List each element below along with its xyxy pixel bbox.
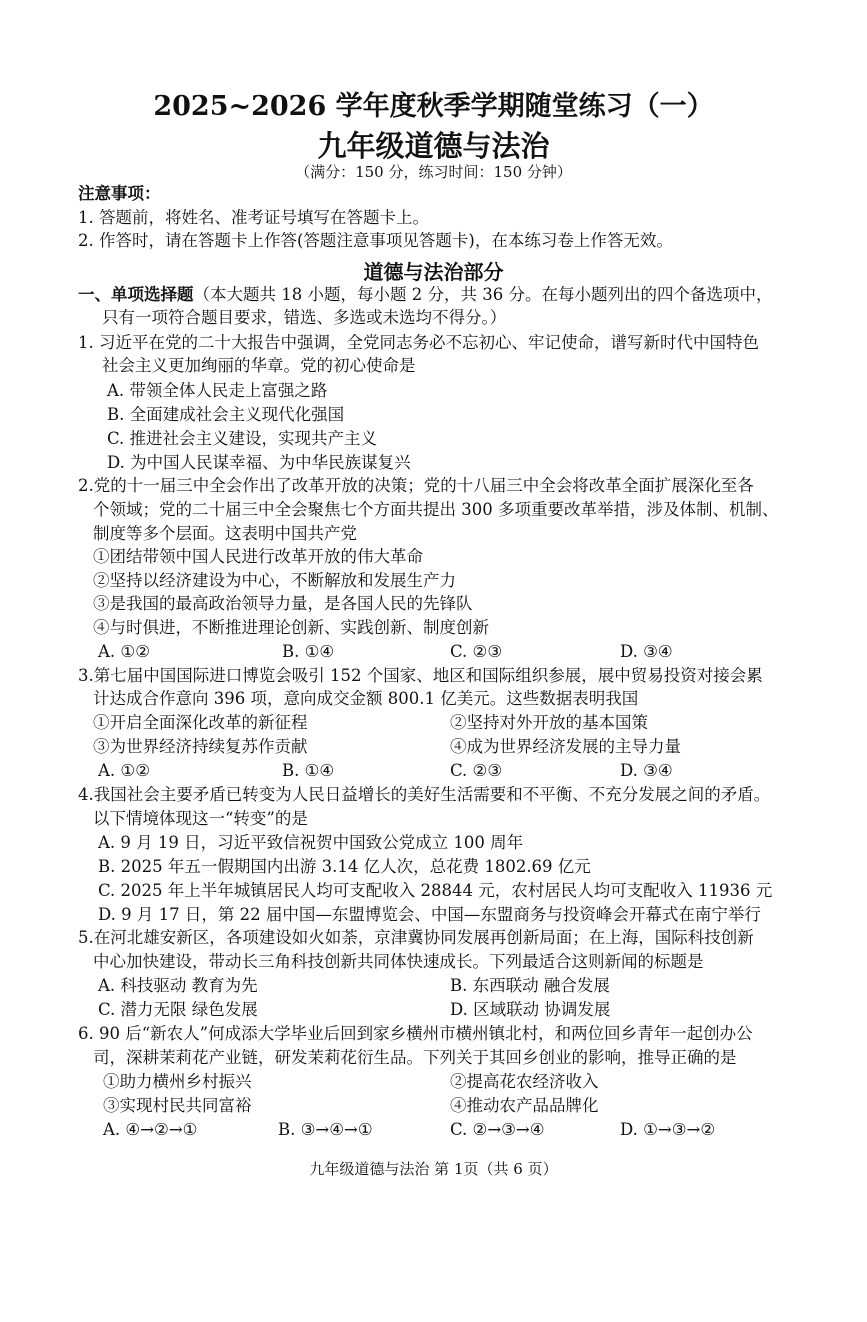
q2-stem-line3: 制度等多个层面。这表明中国共产党 xyxy=(93,524,357,543)
q3-option-c: C. ②③ xyxy=(450,761,503,780)
q6-stem-line2: 司，深耕茉莉花产业链，研发茉莉花衍生品。下列关于其回乡创业的影响，推导正确的是 xyxy=(93,1048,737,1067)
q1-option-b: B. 全面建成社会主义现代化强国 xyxy=(107,405,345,424)
q6-statement-4: ④推动农产品品牌化 xyxy=(450,1096,599,1115)
q4-option-c: C. 2025 年上半年城镇居民人均可支配收入 28844 元，农村居民人均可支配收入 11936 元 xyxy=(98,881,773,900)
q3-option-a: A. ①② xyxy=(98,761,150,780)
q4-option-d: D. 9 月 17 日，第 22 届中国—东盟博览会、中国—东盟商务与投资峰会开幕式在南宁举行 xyxy=(98,905,761,924)
q2-option-a: A. ①② xyxy=(98,642,150,661)
q5-stem-line1: 5.在河北雄安新区，各项建设如火如荼，京津冀协同发展再创新局面；在上海，国际科技创新 xyxy=(78,928,754,947)
q3-stem-line2: 计达成合作意向 396 项，意向成交金额 800.1 亿美元。这些数据表明我国 xyxy=(93,689,639,708)
notes-item-1: 1. 答题前，将姓名、准考证号填写在答题卡上。 xyxy=(78,208,429,227)
part1-desc-line2: 只有一项符合题目要求，错选、多选或未选均不得分。） xyxy=(102,308,507,327)
q5-option-c: C. 潜力无限 绿色发展 xyxy=(98,1000,258,1019)
q5-option-d: D. 区域联动 协调发展 xyxy=(450,1000,611,1019)
q1-option-c: C. 推进社会主义建设，实现共产主义 xyxy=(107,429,378,448)
q2-statement-1: ①团结带领中国人民进行改革开放的伟大革命 xyxy=(93,547,423,566)
q1-option-d: D. 为中国人民谋幸福、为中华民族谋复兴 xyxy=(107,453,411,472)
q6-option-b: B. ③→④→① xyxy=(278,1120,373,1139)
q4-option-b: B. 2025 年五一假期国内出游 3.14 亿人次，总花费 1802.69 亿元 xyxy=(98,857,591,876)
q6-statement-3: ③实现村民共同富裕 xyxy=(103,1096,252,1115)
q4-stem-line1: 4.我国社会主要矛盾已转变为人民日益增长的美好生活需要和不平衡、不充分发展之间的矛盾。 xyxy=(78,785,771,804)
section-title: 道德与法治部分 xyxy=(363,260,504,284)
q6-option-a: A. ④→②→① xyxy=(103,1120,198,1139)
q2-option-c: C. ②③ xyxy=(450,642,503,661)
part1-label: 一、单项选择题 xyxy=(78,285,194,304)
q3-stem-line1: 3.第七届中国国际进口博览会吸引 152 个国家、地区和国际组织参展，展中贸易投资对接会累 xyxy=(78,666,763,685)
part1-header xyxy=(78,284,772,306)
q3-statement-1: ①开启全面深化改革的新征程 xyxy=(93,713,308,732)
notes-heading: 注意事项： xyxy=(78,184,161,203)
exam-title-line1: 2025~2026 学年度秋季学期随堂练习（一） xyxy=(153,91,714,122)
q2-option-d: D. ③④ xyxy=(620,642,673,661)
q6-statement-2: ②提高花农经济收入 xyxy=(450,1072,599,1091)
q2-statement-2: ②坚持以经济建设为中心，不断解放和发展生产力 xyxy=(93,571,456,590)
q2-statement-4: ④与时俱进，不断推进理论创新、实践创新、制度创新 xyxy=(93,618,489,637)
q6-stem-line1: 6. 90 后“新农人”何成添大学毕业后回到家乡横州市横州镇北村，和两位回乡青年一起创办公 xyxy=(78,1024,753,1043)
q5-option-b: B. 东西联动 融合发展 xyxy=(450,976,610,995)
q1-option-a: A. 带领全体人民走上富强之路 xyxy=(107,381,328,400)
q6-option-c: C. ②→③→④ xyxy=(450,1120,545,1139)
q6-option-d: D. ①→③→② xyxy=(620,1120,716,1139)
exam-meta: （满分：150 分，练习时间：150 分钟） xyxy=(295,163,572,181)
q2-stem-line2: 个领域；党的二十届三中全会聚焦七个方面共提出 300 多项重要改革举措，涉及体制、机制、 xyxy=(93,500,779,519)
q3-option-b: B. ①④ xyxy=(282,761,335,780)
q2-stem-line1: 2.党的十一届三中全会作出了改革开放的决策；党的十八届三中全会将改革全面扩展深化至各 xyxy=(78,476,754,495)
q2-option-b: B. ①④ xyxy=(282,642,335,661)
q5-option-a: A. 科技驱动 教育为先 xyxy=(98,976,258,995)
notes-item-2: 2. 作答时，请在答题卡上作答(答题注意事项见答题卡)，在本练习卷上作答无效。 xyxy=(78,231,673,250)
q5-stem-line2: 中心加快建设，带动长三角科技创新共同体快速成长。下列最适合这则新闻的标题是 xyxy=(93,952,704,971)
page-footer: 九年级道德与法治 第 1页（共 6 页） xyxy=(309,1160,558,1178)
part1-desc: （本大题共 18 小题，每小题 2 分，共 36 分。在每小题列出的四个备选项中， xyxy=(193,285,773,304)
exam-title-line2: 九年级道德与法治 xyxy=(317,129,550,163)
q1-stem-line1: 1. 习近平在党的二十大报告中强调，全党同志务必不忘初心、牢记使命，谱写新时代中国特色 xyxy=(78,333,759,352)
q4-option-a: A. 9 月 19 日，习近平致信祝贺中国致公党成立 100 周年 xyxy=(98,833,524,852)
q2-statement-3: ③是我国的最高政治领导力量，是各国人民的先锋队 xyxy=(93,594,473,613)
q4-stem-line2: 以下情境体现这一“转变”的是 xyxy=(93,809,308,828)
q3-option-d: D. ③④ xyxy=(620,761,673,780)
q1-stem-line2: 社会主义更加绚丽的华章。党的初心使命是 xyxy=(102,356,416,375)
q3-statement-4: ④成为世界经济发展的主导力量 xyxy=(450,737,681,756)
q6-statement-1: ①助力横州乡村振兴 xyxy=(103,1072,252,1091)
q3-statement-3: ③为世界经济持续复苏作贡献 xyxy=(93,737,308,756)
q3-statement-2: ②坚持对外开放的基本国策 xyxy=(450,713,648,732)
